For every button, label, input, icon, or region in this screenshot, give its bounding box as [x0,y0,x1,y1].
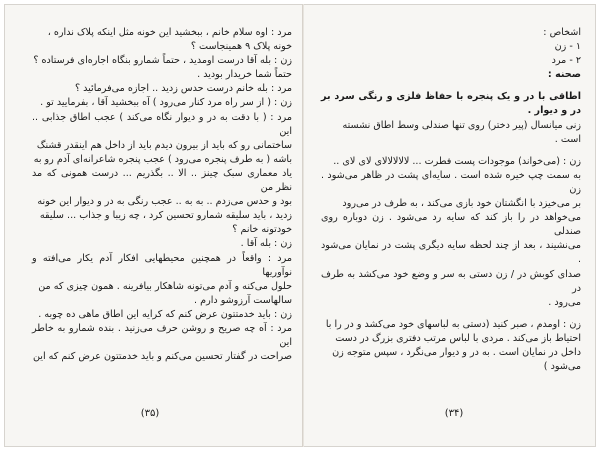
text-line: می‌رود . [548,296,581,308]
text-line: زن : بله آقا درست اومدید ، حتماً شمارو بنگاه اجاره‌ای فرستاده ؟ [33,55,292,67]
text-line: حتماً شما خریدار بودید . [197,69,292,81]
text-line: بود و حدس می‌زدم .. به به .. عجب رنگی به در و دیوار این خونه [37,196,292,208]
text-line: زن : اومدم ، صبر کنید (دستی به لباسهای خود می‌کشد و در را با [325,318,581,330]
text-line: احتیاط باز می‌کند . مردی با لباس مرتب دفتری بزرگ در دست [335,332,581,344]
text-line: می‌نشیند ، بعد از چند لحظه سایه دیگری پشت در نمایان می‌شود . [321,240,581,266]
text-line: خونه پلاک ۹ همینجاست ؟ [190,41,292,53]
text-line: صحنه : [547,69,581,81]
right-page-text [321,26,581,406]
text-line: زن : باید خدمتتون عرض کنم که کرایه این اطاق ماهی ده چوبه . [38,308,292,320]
text-line: داخل در نمایان است . به در و دیوار می‌نگرد ، سپس متوجه زن [332,346,581,358]
text-line: مرد : آه چه صریح و روشن حرف می‌زنید . بنده شمارو به خاطر این [32,322,292,349]
text-line: زدید ، باید سلیقه شمارو تحسین کرد ، چه زیبا و جذاب ... سلیقه [39,210,292,222]
paragraph-gap [321,82,581,90]
text-line: زن : بله آقا . [240,238,292,250]
text-line: مرد : بله خانم درست حدس زدید .. اجازه می‌فرمائید ؟ [74,83,292,95]
text-line: مرد : ( با دقت به در و دیوار نگاه می‌کند ) عجب اطاق جذابی .. این [32,111,292,137]
text-line: به سمت چپ خیره شده است . سایه‌ای پشت در ظاهر می‌شود . زن [321,169,581,195]
text-line: مرد : اوه سلام خانم ، ببخشید این خونه مثل اینکه پلاک نداره ، [47,27,292,38]
text-line: صراحت در گفتار تحسین می‌کنم و باید خدمتتون عرض کنم که این [32,351,292,363]
text-line: یاد معماری سبک چینز .. الا .. بگذریم ... درست همونی که مد نظر من [32,167,292,194]
text-line: خودتونه خانم ؟ [232,224,292,236]
text-line: می‌خواهد در را باز کند که سایه رد می‌شود . زن دوباره روی صندلی [321,212,581,238]
text-line: مرد : واقعاً در همچنین محیطهایی افکار آدم یکار می‌افته و نوآوریها [32,252,292,278]
text-line: می‌شود ) [543,361,581,373]
text-line: زنی میانسال (پیر دختر) روی تنها صندلی وسط اطاق نشسته [342,119,581,131]
text-line: زن : (می‌خواند) موجودات پست فطرت ... لالالالالای لای لای .. [333,155,581,167]
text-line: زن : ( از سر راه مرد کنار می‌رود ) آه ببخشید آقا ، بفرمایید تو . [40,97,292,109]
text-line: بر می‌خیزد با انگشتان خود بازی می‌کند ، به طرف در می‌رود [342,198,581,210]
text-line: سالهاست آرزوشو دارم . [194,294,292,306]
paragraph-gap [321,310,581,318]
text-line: است . [554,133,581,145]
left-page-text [32,26,292,406]
text-line: حلول می‌کنه و آدم می‌تونه شاهکار بیافرینه . همون چیزی که من [38,280,292,292]
text-line: اشخاص : [543,27,581,38]
text-line: باشه ( به طرف پنجره می‌رود ) عجب پنجره شاعرانه‌ای آدم رو به [33,153,292,165]
text-line: اطاقی با در و یک پنجره با حفاظ فلزی و رنگی سرد بر در و دیوار . [321,91,581,117]
text-line: صدای کوبش در / زن دستی به سر و وضع خود می‌کشد به طرف در [321,268,581,294]
book-spread [4,4,596,447]
right-page-number: (۳۴) [444,408,464,419]
book-gutter [302,4,304,447]
paragraph-gap [321,147,581,155]
text-line: ساختمانی رو که باید از بیرون دیدم باید از داخل هم اینقدر قشنگ [36,139,292,151]
text-line: ۲ - مرد [551,55,581,67]
left-page-number: (۳۵) [140,408,160,419]
text-line: ۱ - زن [554,41,581,53]
